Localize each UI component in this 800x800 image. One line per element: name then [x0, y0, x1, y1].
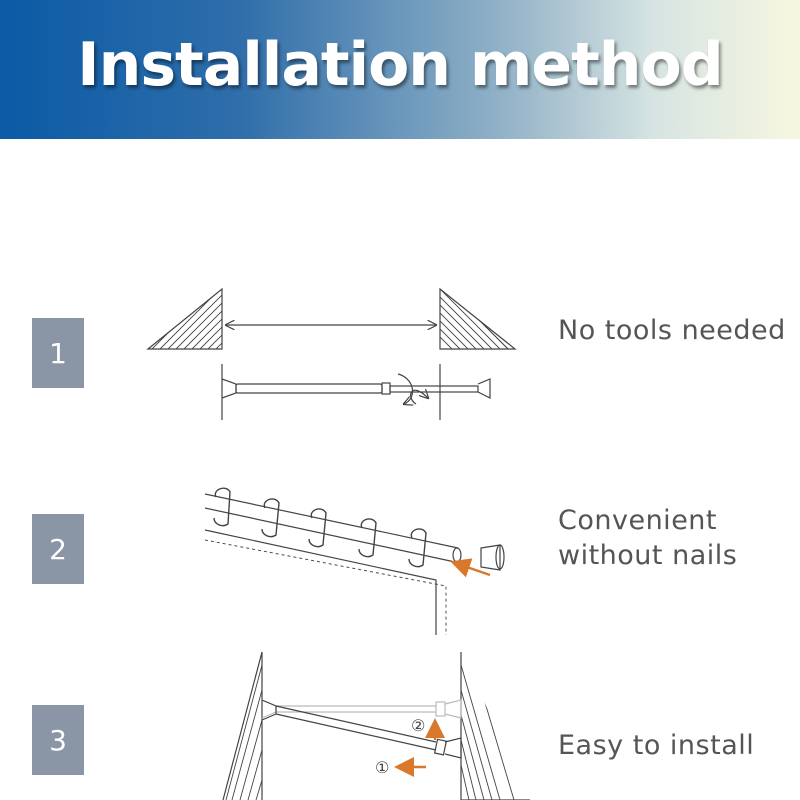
step-3-label: Easy to install [558, 730, 755, 761]
tension-rod-1 [222, 374, 490, 404]
marker-two: ② [411, 716, 426, 735]
left-wall-3 [223, 652, 262, 800]
rod-initial-position [262, 700, 461, 758]
step-1-number: 1 [49, 336, 67, 370]
right-wall-3 [461, 652, 530, 800]
diagram-2 [205, 488, 504, 635]
right-wall-1 [440, 281, 516, 349]
diagram-1 [120, 247, 516, 420]
step-2-label-line2: without nails [558, 540, 738, 571]
end-cap [481, 545, 504, 570]
left-wall-1 [120, 247, 318, 349]
page-title: Installation method [77, 30, 723, 100]
step-1-label: No tools needed [558, 315, 786, 346]
curtain-fabric [205, 530, 446, 635]
step-2-number: 2 [49, 532, 67, 566]
marker-one: ① [375, 758, 390, 777]
step-2-label-line1: Convenient [558, 505, 717, 536]
twist-arrow [398, 374, 413, 404]
curtain-rod-2 [205, 494, 461, 562]
diagram-3 [223, 652, 530, 800]
insert-arrow [455, 563, 490, 575]
step-3-number: 3 [49, 723, 67, 757]
